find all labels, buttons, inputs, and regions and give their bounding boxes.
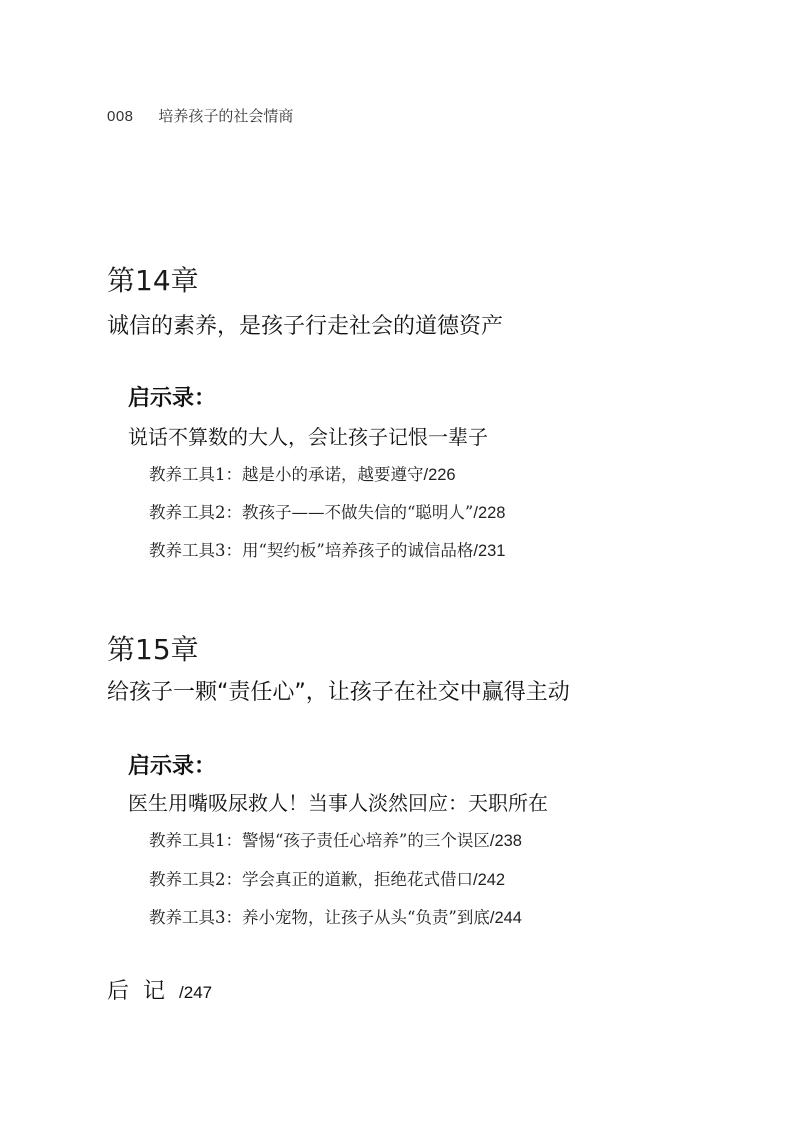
chapter-14-title: 诚信的素养，是孩子行走社会的道德资产	[107, 314, 504, 339]
chapter-14-revelation-title: 说话不算数的大人，会让孩子记恨一辈子	[128, 425, 488, 449]
tool-page: /228	[473, 504, 506, 522]
chapter-14-tool-3	[149, 537, 506, 561]
chapter-14-tool-2	[149, 499, 506, 523]
chapter-14-number: 第14章	[107, 264, 199, 297]
chapter-15-revelation-label: 启示录：	[128, 754, 217, 779]
afterword-label: 后记	[107, 979, 180, 1004]
chapter-15-title: 给孩子一颗“责任心”，让孩子在社交中赢得主动	[107, 680, 570, 705]
tool-page: /231	[473, 542, 506, 560]
tool-text: 教养工具3：用“契约板”培养孩子的诚信品格	[149, 541, 474, 560]
tool-page: /238	[489, 832, 522, 850]
afterword-page: /247	[179, 983, 213, 1002]
tool-page: /244	[489, 909, 522, 927]
book-title: 培养孩子的社会情商	[158, 107, 294, 125]
chapter-15-tool-2	[149, 866, 505, 890]
running-header	[107, 105, 293, 126]
chapter-14-tool-1	[149, 461, 456, 485]
tool-text: 教养工具2：学会真正的道歉，拒绝花式借口	[149, 870, 473, 889]
tool-text: 教养工具1：警惕“孩子责任心培养”的三个误区	[149, 831, 490, 850]
tool-page: /242	[473, 871, 506, 889]
tool-text: 教养工具2：教孩子——不做失信的“聪明人”	[149, 503, 474, 522]
tool-text: 教养工具3：养小宠物，让孩子从头“负责”到底	[149, 908, 490, 927]
tool-page: /226	[423, 466, 456, 484]
chapter-14-revelation-label: 启示录：	[128, 386, 217, 411]
chapter-15-tool-3	[149, 904, 522, 928]
chapter-15-number: 第15章	[107, 633, 199, 666]
page-number: 008	[107, 108, 134, 125]
tool-text: 教养工具1：越是小的承诺，越要遵守	[149, 465, 424, 484]
afterword-entry	[107, 974, 212, 1005]
chapter-15-revelation-title: 医生用嘴吸尿救人！当事人淡然回应：天职所在	[128, 791, 548, 815]
chapter-15-tool-1	[149, 827, 522, 851]
